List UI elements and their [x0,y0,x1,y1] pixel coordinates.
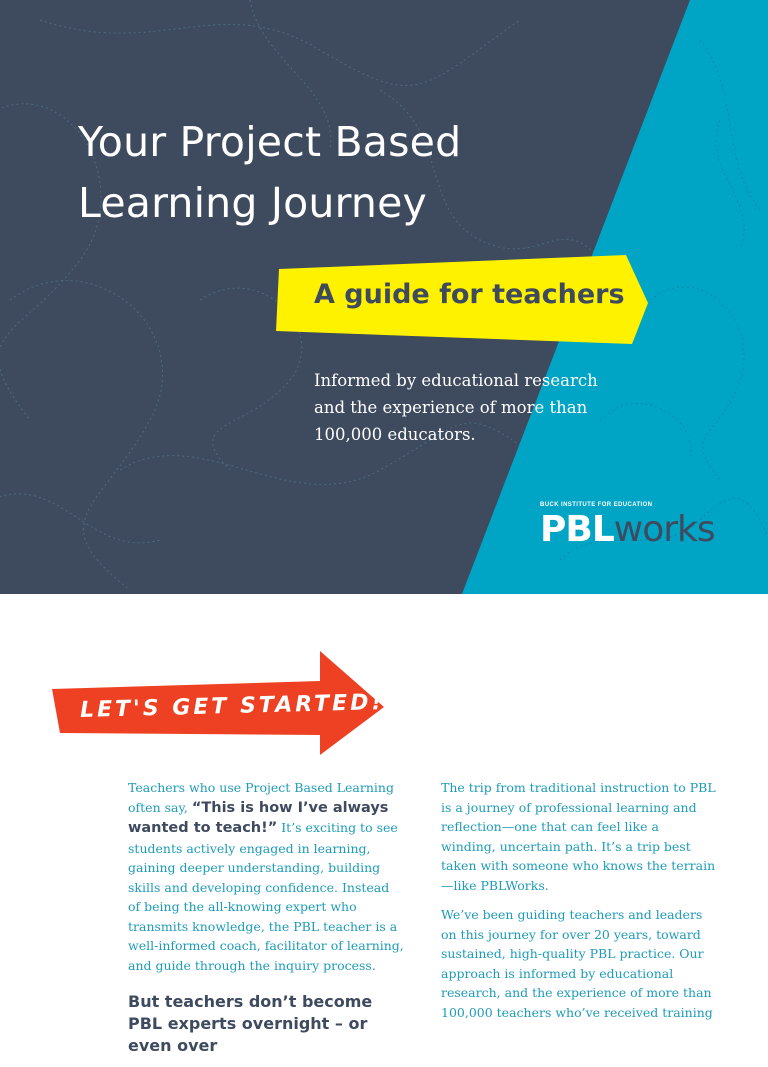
title-line-1: Your Project Based [78,118,462,166]
title-line-2: Learning Journey [78,179,427,227]
pblworks-logo [540,502,740,552]
hero-subtitle: Informed by educational research and the experience of more than 100,000 educators. [314,371,598,444]
logo-works: works [613,509,715,550]
page-title [78,112,461,234]
left-body: It’s exciting to see students actively engaged in learning, gaining deeper understanding, building skills and developing confidence. Instead of being the all-knowing expert who transmits knowledge, the PBL teacher is a well-informed coach, facilitator of learning, and guide through the inquiry process. [128,820,404,973]
left-paragraph [128,778,404,975]
right-column [441,778,717,1032]
left-intro: Teachers who use Project Based Learning often say, [128,780,394,815]
teacher-quote: “This is how I’ve always wanted to teach!” [128,799,389,836]
logo-pbl: PBL [540,509,614,550]
right-paragraph-2: We’ve been guiding teachers and leaders on this journey for over 20 years, toward sustained, high-quality PBL practice. Our approach is informed by educational research, and the experience of more than 100,000 teachers who’ve received training [441,907,713,1020]
lets-get-started-arrow [52,651,384,755]
guide-banner-label: A guide for teachers [314,279,625,310]
arrow-label: LET'S GET STARTED! [79,690,385,723]
right-paragraph-1: The trip from traditional instruction to PBL is a journey of professional learning and reflection—one that can feel like a winding, uncertain path. It’s a trip best taken with someone who knows the terrain—like PBLWorks. [441,780,716,893]
logo-wordmark [540,508,715,552]
guide-banner [276,255,648,344]
left-bold-statement: But teachers don’t become PBL experts overnight – or even over [128,992,373,1055]
logo-tagline: BUCK INSTITUTE FOR EDUCATION [540,502,653,508]
